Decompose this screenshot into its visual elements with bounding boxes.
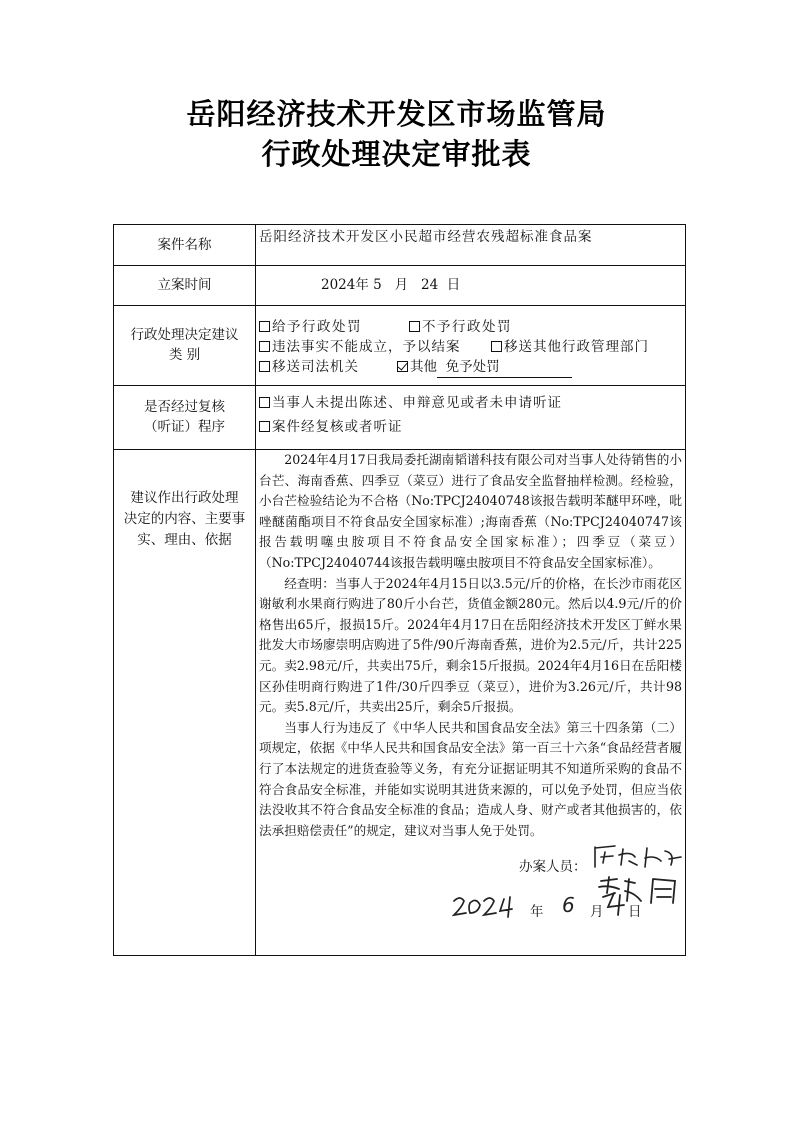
date-day-suffix: 日 [628,904,642,920]
suggestion-label-line1: 建议作出行政处理 [130,489,239,506]
handwritten-day [604,891,630,917]
other-detail-line [437,357,572,378]
suggestion-content [259,450,682,841]
checkbox-icon[interactable] [259,321,270,332]
option-other[interactable]: 其他 免予处罚 [397,357,572,378]
checkbox-icon[interactable] [259,341,270,352]
option-no-penalty[interactable]: 不予行政处罚 [409,317,512,337]
legal-basis-paragraph: 当事人行为违反了《中华人民共和国食品安全法》第三十四条第（二）项规定，依据《中华人民共和国食品安全法》第一百三十六条“食品经营者履行了本法规定的进货查验等义务，有充分证据证明其不知道所采购的食品不符合食品安全标准，并能如实说明其进货来源的，可以免予处罚，但应当依法没收其不符合食品安全标准的食品；造成人身、财产或者其他损害的，依法承担赔偿责任”的规定，建议对当事人免于处罚。 [259,719,682,838]
review-options [259,393,683,443]
checkbox-icon[interactable] [491,341,502,352]
facts-paragraph-2: 经查明：当事人于2024年4月15日以3.5元/斤的价格，在长沙市雨花区谢敏利水果商行购进了80斤小台芒，货值金额280元。然后以4.9元/斤的价格售出65斤，报损15斤。2024年4月17日在岳阳经济技术开发区丁鲜水果批发大市场廖崇明店购进了5件/90斤海南香蕉，进价为2.5元/斤，共计225元。卖2.98元/斤，共卖出75斤，剩余15斤报损。2024年4月16日在岳阳楼区孙佳明商行购进了1件/30斤四季豆（菜豆），进价为3.26元/斤，共计98元。卖5.8元/斤，共卖出25斤，剩余5斤报损。 [259,575,682,715]
decision-type-label [114,305,255,385]
date-month: 6 [562,893,575,917]
checkbox-icon[interactable] [409,321,420,332]
checkbox-icon[interactable] [259,421,270,432]
suggestion-label-line3: 实、理由、依据 [137,531,232,548]
document-title-line1: 岳阳经济技术开发区市场监管局 [186,97,607,131]
checkbox-icon[interactable] [259,397,270,408]
review-label-line1: 是否经过复核 [144,399,225,415]
handler-signature-1 [591,843,683,873]
document-title-line2: 行政处理决定审批表 [261,137,532,171]
suggestion-label [114,487,255,551]
case-name-value: 岳阳经济技术开发区小民超市经营农残超标准食品案 [259,229,593,245]
decision-type-options [259,317,683,381]
option-case-closed[interactable]: 违法事实不能成立，予以结案 [259,337,461,357]
option-transfer-department[interactable]: 移送其他行政管理部门 [491,337,649,357]
filing-time-label: 立案时间 [157,277,212,293]
handwritten-year [452,893,530,919]
other-detail: 免予处罚 [445,359,500,375]
filing-time-value: 2024年 5 月 24 日 [321,277,461,293]
option-give-penalty[interactable]: 给予行政处罚 [259,317,362,337]
option-transfer-judicial[interactable]: 移送司法机关 [259,357,359,377]
decision-type-label-line1: 行政处理决定建议 [130,327,239,343]
review-option-no-statement[interactable]: 当事人未提出陈述、申辩意见或者未申请听证 [259,393,562,413]
review-label-line2: （听证）程序 [144,419,225,435]
suggestion-label-line2: 决定的内容、主要事 [123,510,246,527]
review-option-hearing[interactable]: 案件经复核或者听证 [259,417,403,437]
checkbox-checked-icon[interactable] [397,361,408,372]
date-year-suffix: 年 [530,904,544,920]
column-divider [255,225,256,955]
date-month-suffix: 月 [590,904,604,920]
handler-label: 办案人员： [519,859,587,875]
checkbox-icon[interactable] [259,361,270,372]
review-label [114,385,255,449]
case-name-label: 案件名称 [157,237,212,253]
facts-paragraph-1: 2024年4月17日我局委托湖南韬谱科技有限公司对当事人处待销售的小台芒、海南香蕉、四季豆（菜豆）进行了食品安全监督抽样检测。经检验，小台芒检验结论为不合格（No:TPCJ24040748该报告载明苯醚甲环唑，吡唑醚菌酯项目不符食品安全国家标准）;海南香蕉（No:TPCJ24040747该报告载明噻虫胺项目不符食品安全国家标准）；四季豆（菜豆）（No:TPCJ24040744该报告载明噻虫胺项目不符食品安全国家标准）。 [259,452,682,570]
decision-type-label-line2: 类 别 [168,347,201,363]
approval-table [113,224,686,956]
